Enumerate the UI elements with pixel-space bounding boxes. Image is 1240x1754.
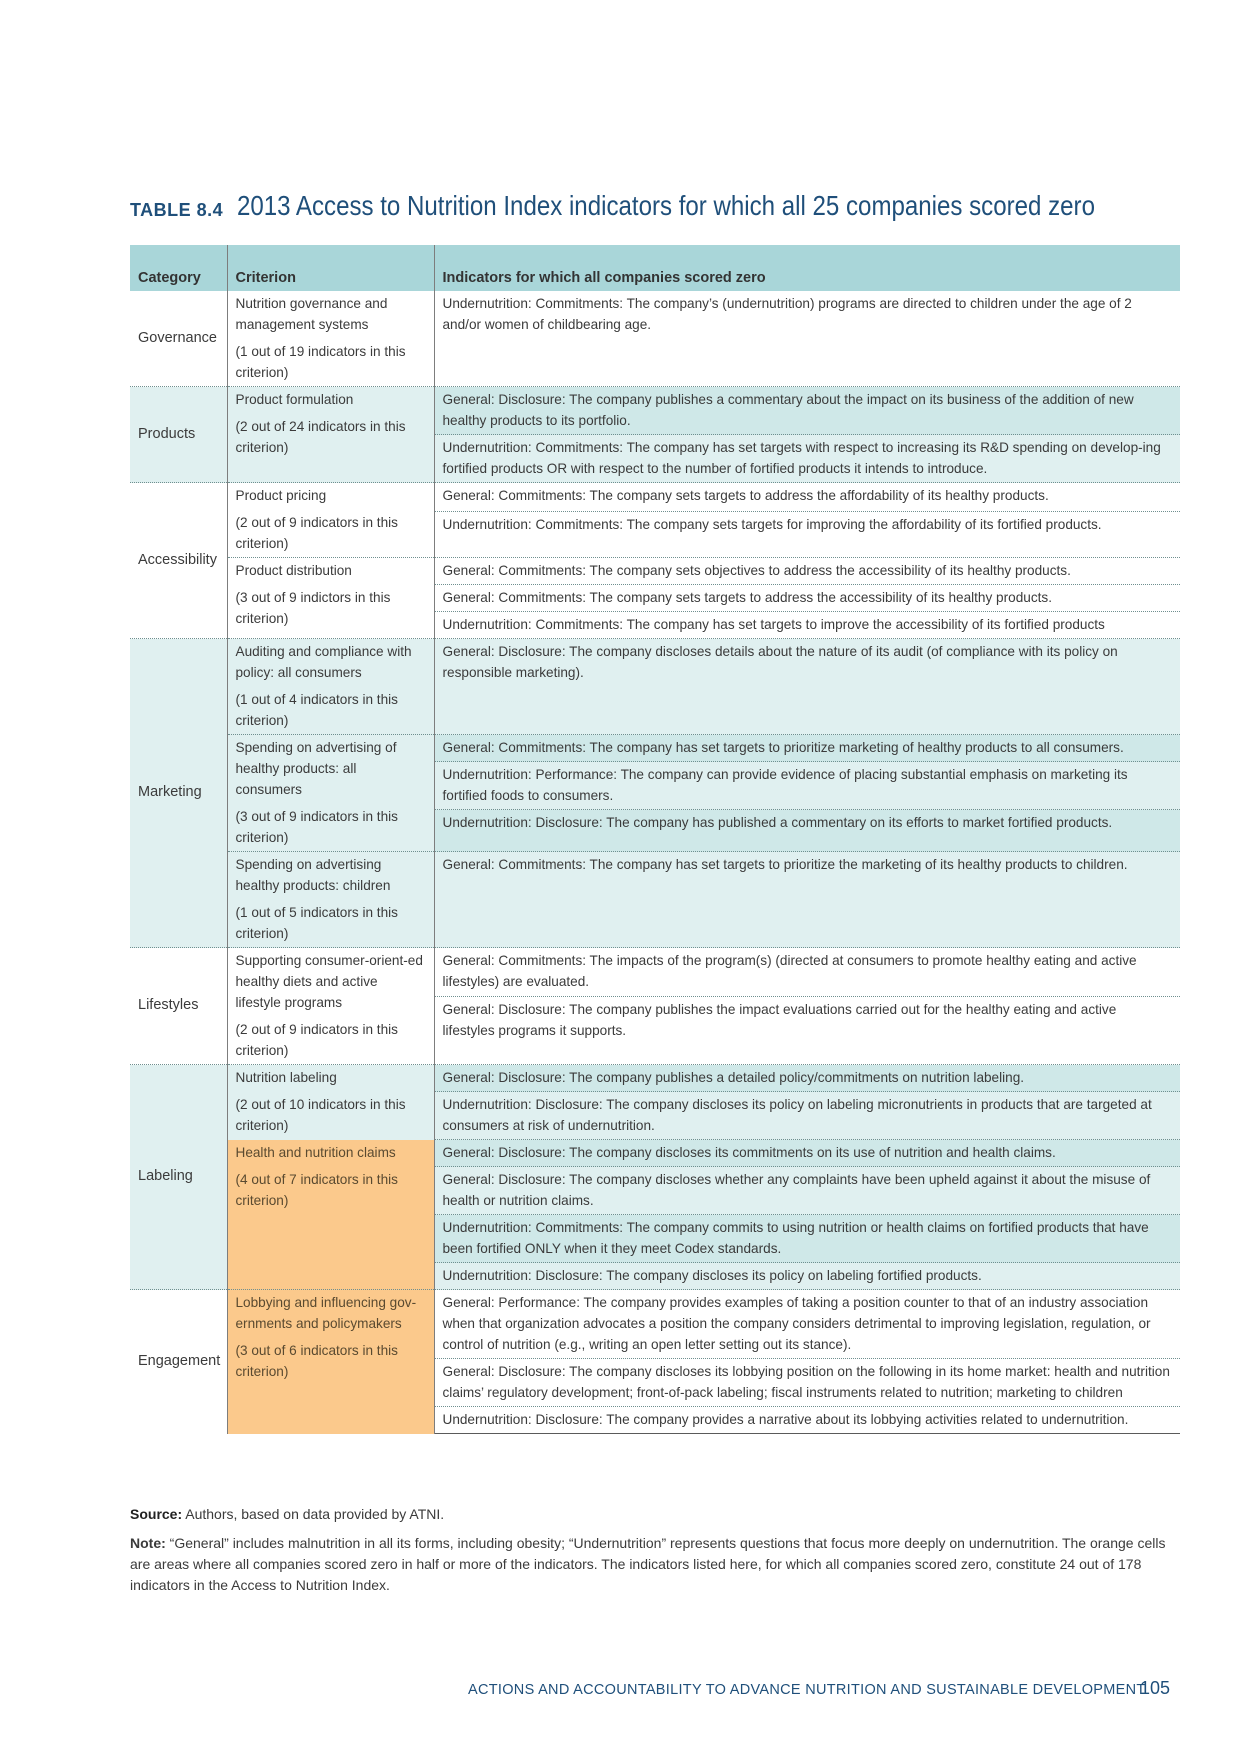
category-cell: Labeling <box>130 1065 227 1290</box>
indicator-cell: General: Disclosure: The company publishes a commentary about the impact on its business of the addition of new healthy products to its portfolio. <box>434 387 1180 435</box>
indicator-cell: General: Disclosure: The company publishes the impact evaluations carried out for the healthy eating and active lifestyles programs it supports. <box>434 997 1180 1065</box>
indicator-cell: General: Commitments: The company has set targets to prioritize marketing of healthy products to all consumers. <box>434 735 1180 762</box>
source-label: Source: <box>130 1506 183 1522</box>
indicator-cell: Undernutrition: Disclosure: The company discloses its policy on labeling fortified products. <box>434 1263 1180 1290</box>
header-indicators: Indicators for which all companies scored zero <box>434 245 1180 291</box>
criterion-count: (2 out of 9 indicators in this criterion) <box>235 1022 398 1058</box>
criterion-count: (3 out of 9 indictors in this criterion) <box>235 590 391 626</box>
table-row <box>130 291 1180 387</box>
header-category: Category <box>130 245 227 291</box>
indicator-cell: Undernutrition: Commitments: The company’s (undernutrition) programs are directed to children under the age of 2 and/or women of childbearing age. <box>434 291 1180 387</box>
criterion-cell <box>227 948 434 1065</box>
criterion-name: Spending on advertising healthy products: children <box>235 857 391 893</box>
source-text: Authors, based on data provided by ATNI. <box>182 1506 445 1522</box>
indicator-cell: General: Commitments: The company sets objectives to address the accessibility of its healthy products. <box>434 558 1180 585</box>
criterion-name: Product pricing <box>235 488 327 503</box>
criterion-count: (2 out of 9 indicators in this criterion) <box>235 515 398 551</box>
indicator-cell: General: Commitments: The impacts of the program(s) (directed at consumers to promote healthy eating and active lifestyles) are evaluated. <box>434 948 1180 997</box>
indicator-cell: Undernutrition: Commitments: The company commits to using nutrition or health claims on fortified products that have been fortified ONLY when it they meet Codex standards. <box>434 1215 1180 1263</box>
indicator-cell: Undernutrition: Disclosure: The company discloses its policy on labeling micronutrients in products that are targeted at consumers at risk of undernutrition. <box>434 1092 1180 1140</box>
note-text: “General” includes malnutrition in all its forms, including obesity; “Undernutrition” represents questions that focus more deeply on undernutrition. The orange cells are areas where all companies scored zero in half or more of the indicators. The indicators listed here, for which all companies scored zero, constitute 24 out of 178 indicators in the Access to Nutrition Index. <box>130 1535 1166 1593</box>
criterion-count: (4 out of 7 indicators in this criterion) <box>235 1171 398 1208</box>
criterion-name: Nutrition governance and management systems <box>235 296 388 332</box>
table-row <box>130 483 1180 512</box>
criterion-name: Lobbying and influencing gov-ernments and policymakers <box>235 1295 417 1331</box>
indicator-cell: Undernutrition: Disclosure: The company has published a commentary on its efforts to market fortified products. <box>434 810 1180 852</box>
indicator-cell: General: Performance: The company provides examples of taking a position counter to that of an industry association when that organization advocates a position the company considers detrimental to improving legislation, regulation, or control of nutrition (e.g., writing an open letter setting out its stance). <box>434 1290 1180 1359</box>
table-header-row <box>130 245 1180 291</box>
category-cell: Products <box>130 387 227 483</box>
criterion-name: Product distribution <box>235 563 352 578</box>
running-footer: ACTIONS AND ACCOUNTABILITY TO ADVANCE NUTRITION AND SUSTAINABLE DEVELOPMENT <box>468 1682 1146 1698</box>
table-row <box>130 1065 1180 1092</box>
criterion-name: Auditing and compliance with policy: all consumers <box>235 644 412 680</box>
criterion-cell <box>227 1140 434 1290</box>
indicator-cell: Undernutrition: Commitments: The company has set targets to improve the accessibility of its fortified products <box>434 612 1180 639</box>
indicator-cell: General: Commitments: The company sets targets to address the affordability of its healthy products. <box>434 483 1180 512</box>
table-title-row <box>130 190 1180 230</box>
criterion-count: (1 out of 5 indicators in this criterion) <box>235 905 398 941</box>
table-row <box>130 948 1180 997</box>
criterion-cell <box>227 639 434 735</box>
table-row <box>130 1290 1180 1359</box>
indicator-cell: Undernutrition: Commitments: The company sets targets for improving the affordability of its fortified products. <box>434 512 1180 558</box>
table-number-label: TABLE 8.4 <box>130 200 224 220</box>
indicator-cell: General: Disclosure: The company discloses whether any complaints have been upheld against it about the misuse of health or nutrition claims. <box>434 1167 1180 1215</box>
criterion-count: (2 out of 24 indicators in this criterion) <box>235 419 406 455</box>
criterion-name: Supporting consumer-orient-ed healthy diets and active lifestyle programs <box>235 953 423 1010</box>
table-note <box>130 1533 1180 1596</box>
indicator-cell: General: Disclosure: The company publishes a detailed policy/commitments on nutrition labeling. <box>434 1065 1180 1092</box>
table-row <box>130 387 1180 435</box>
indicator-cell: General: Commitments: The company has set targets to prioritize the marketing of its healthy products to children. <box>434 852 1180 948</box>
criterion-count: (3 out of 9 indicators in this criterion) <box>235 809 398 845</box>
criterion-cell <box>227 735 434 852</box>
criterion-cell <box>227 387 434 483</box>
criterion-count: (2 out of 10 indicators in this criterion) <box>235 1097 406 1133</box>
indicator-cell: General: Disclosure: The company discloses its lobbying position on the following in its home market: health and nutrition claims’ regulatory development; front-of-pack labeling; fiscal instruments related to nutrition; marketing to children <box>434 1359 1180 1407</box>
table-row <box>130 852 1180 948</box>
indicator-cell: Undernutrition: Commitments: The company has set targets with respect to increasing its R&D spending on develop-ing fortified products OR with respect to the number of fortified products it intends to introduce. <box>434 435 1180 483</box>
table-title: 2013 Access to Nutrition Index indicators for which all 25 companies scored zero <box>237 190 1095 221</box>
category-cell: Engagement <box>130 1290 227 1434</box>
table-row <box>130 558 1180 585</box>
source-note <box>130 1504 1180 1525</box>
indicator-cell: General: Disclosure: The company discloses its commitments on its use of nutrition and health claims. <box>434 1140 1180 1167</box>
criterion-name: Health and nutrition claims <box>235 1144 396 1160</box>
criterion-cell <box>227 483 434 558</box>
criterion-cell <box>227 291 434 387</box>
table-row <box>130 735 1180 762</box>
criterion-cell <box>227 1290 434 1434</box>
criterion-name: Product formulation <box>235 392 354 407</box>
criterion-name: Nutrition labeling <box>235 1070 337 1085</box>
indicator-cell: General: Disclosure: The company discloses details about the nature of its audit (of compliance with its policy on responsible marketing). <box>434 639 1180 735</box>
criterion-name: Spending on advertising of healthy products: all consumers <box>235 740 397 797</box>
page-number: 105 <box>1140 1678 1171 1698</box>
note-label: Note: <box>130 1535 166 1551</box>
category-cell: Marketing <box>130 639 227 948</box>
table-row <box>130 1140 1180 1167</box>
indicators-table <box>130 245 1180 1434</box>
indicator-cell: Undernutrition: Performance: The company can provide evidence of placing substantial emphasis on marketing its fortified foods to consumers. <box>434 762 1180 810</box>
criterion-cell <box>227 558 434 639</box>
category-cell: Governance <box>130 291 227 387</box>
table-row <box>130 639 1180 735</box>
category-cell: Accessibility <box>130 483 227 639</box>
indicator-cell: General: Commitments: The company sets targets to address the accessibility of its healthy products. <box>434 585 1180 612</box>
header-criterion: Criterion <box>227 245 434 291</box>
criterion-cell <box>227 1065 434 1140</box>
indicator-cell: Undernutrition: Disclosure: The company provides a narrative about its lobbying activities related to undernutrition. <box>434 1407 1180 1434</box>
criterion-count: (1 out of 19 indicators in this criterion) <box>235 344 406 380</box>
category-cell: Lifestyles <box>130 948 227 1065</box>
criterion-count: (1 out of 4 indicators in this criterion) <box>235 692 398 728</box>
criterion-count: (3 out of 6 indicators in this criterion) <box>235 1343 398 1379</box>
criterion-cell <box>227 852 434 948</box>
